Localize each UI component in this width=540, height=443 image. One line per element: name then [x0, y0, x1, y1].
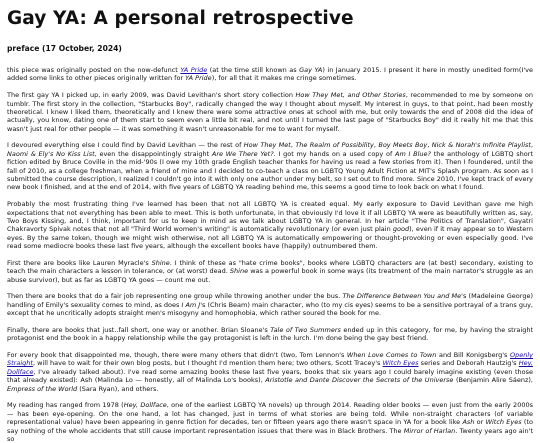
- text: (Benjamin Alire Sáenz),: [453, 376, 533, 385]
- text: When Love Comes to Town: [346, 351, 437, 360]
- openly-straight-link[interactable]: Openly Straight: [7, 351, 533, 368]
- text: (to say nothing of the whole accidents that still cause important representation issues that there was in Black Brothers. The: [7, 418, 533, 435]
- text: . I think of these as "hate crime books", books where LGBTQ characters are (at best) secondary, existing to teach the main characters a lesson in tolerance, or (at worst) dead.: [7, 258, 533, 276]
- text: ended up in this category, for me, by having the straight protagonist end the book in a happy relationship while the gay protagonist is left in the lurch. I'm done being the gay best friend.: [7, 325, 533, 343]
- text: was a powerful book in some ways (its treatment of the main narrator's struggle as an abuse survivor), but as far as LGBTQ YA goes — count me out.: [7, 267, 534, 284]
- witch-eyes-link[interactable]: Witch Eyes: [382, 359, 419, 368]
- ya-pride-link[interactable]: YA Pride: [180, 66, 208, 74]
- text: Empress of the World: [7, 384, 78, 393]
- paragraph-2: [7, 141, 533, 191]
- text: Ash: [462, 418, 475, 427]
- text: or: [474, 418, 486, 427]
- text: this piece was originally posted on the now-defunct: [7, 66, 181, 74]
- text: 's (Madeleine George) handling of Emily's sexuality comes to mind, as does: [7, 292, 533, 309]
- text: ,: [427, 141, 432, 150]
- text: How They Met, and Other Stories: [295, 91, 406, 100]
- text: Hey, Dollface: [123, 401, 167, 410]
- text: Aristotle and Dante Discover the Secrets of the Universe: [265, 376, 454, 385]
- text: Then there are books that do a fair job representing one group while throwing another under the bus.: [7, 292, 343, 301]
- text: Are We There Yet?: [211, 149, 274, 158]
- text: Witch Eyes: [485, 418, 522, 427]
- text: Mirror of Harlan: [403, 426, 456, 435]
- text: ), even if it may appear so to Western eyes. By the same token, though we might wish otherwise, not all LGBTQ YA is automatically empowering or thought-provoking or even especially good. I've read some mediocre books these last five years, although the excellent books have (happily) outnumbered them.: [7, 225, 533, 251]
- page-title: Gay YA: A personal retrospective: [7, 8, 354, 29]
- text: , recommended to me by someone on tumblr. The first story in the collection, "Starbucks Boy", radically changed the way I thought about myself. My interest in guys, to that point, had been mostly theoretical. I knew I liked them, theoretically and I knew there were some attractive ones at school with me, but only towards the end of 2008 did the idea of actually, you know, dating one of them start to seem even a little bit real, and not until I turned the last page of "Starbucks Boy" did it really hit me that this wasn't just real for other people — it was something it wasn't unreasonable for me to want for myself.: [7, 91, 533, 133]
- text: (at the time still known as: [207, 66, 300, 74]
- text: good: [392, 225, 410, 234]
- text: Shine: [151, 258, 170, 267]
- paragraph-5: [7, 292, 533, 317]
- paragraph-6: [7, 326, 533, 343]
- text: The first gay YA I picked up, in early 2009, was David Levithan's short story collection: [7, 91, 296, 100]
- text: ,: [290, 141, 296, 150]
- text: For every book that disappointed me, though, there were many others that didn't (two, Tom Lennon's: [7, 351, 347, 360]
- text: 's (Chris Beam) main character, who (to my cis eyes) seems to be a sensitive portrayal of a trans guy, except that he uncritically adopts straight men's misogyny and homophobia, which rather soured the book for me.: [7, 300, 534, 318]
- hey-dollface-link[interactable]: Hey, Dollface: [7, 359, 534, 376]
- text: ,: [530, 141, 534, 150]
- text: . I got my hands on a used copy of: [273, 149, 395, 158]
- text: ), for all that it makes me cringe sometimes.: [211, 74, 357, 83]
- text: , even the disappointingly straight: [94, 149, 212, 158]
- paragraph-3: [7, 200, 533, 250]
- text: and Bill Konigsberg's: [436, 351, 510, 360]
- text: I devoured everything else I could find by David Levithan — the rest of: [7, 141, 244, 150]
- text: Nick & Norah's Infinite Playlist: [431, 141, 531, 150]
- text: Tale of Two Summers: [270, 325, 341, 334]
- text: The Realm of Possibility: [295, 141, 374, 150]
- text: , will have to wait for their own blog posts, but I thought I'd mention them here; two others, Scott Tracey's: [32, 359, 383, 368]
- text: ,: [373, 141, 379, 150]
- text: YA Pride: [185, 74, 212, 83]
- text: Gay YA: [299, 66, 323, 74]
- text: Boy Meets Boy: [378, 141, 428, 150]
- text: Probably the most frustrating thing I've learned has been that not all LGBTQ YA is created equal. My early exposure to David Levithan gave me high expectations that not everything has been able to meet. This is both unfortunate, in that obviously I'd love it if all LGBTQ YA were as beautifully written as, say, Two Boys Kissing, and, I think, important for us to keep in mind as we talk about LGBTQ YA in general. In her article "The Politics of Translation", Gayatri Chakravorty Spivak notes that not all "Third World women's writing" is automatically revolutionary (or even just plain: [7, 200, 533, 234]
- text: The Difference Between You and Me: [342, 292, 462, 301]
- text: , one of the earliest LGBTQ YA novels) up through 2014. Reading older books — even just from the early 2000s — has been eye-opening. On the one hand, a lot has changed, just in terms of what stories are being told. While non-straight characters (of variable representational value) have been appearing in genre fiction for decades, ten or fifteen years ago there wasn't space in YA for a book like: [7, 401, 533, 427]
- paragraph-1: [7, 91, 533, 133]
- intro-paragraph: [7, 66, 533, 83]
- text: (Sara Ryan), and others.: [77, 384, 159, 393]
- text: How They Met: [243, 141, 291, 150]
- text: Am I Blue?: [395, 149, 431, 158]
- text: Shine: [229, 267, 249, 276]
- text: I Am J: [181, 300, 201, 309]
- preface-heading: preface (17 October, 2024): [7, 44, 122, 53]
- text: , I've already talked about). I've read some amazing books these last five years, books that six years ago I could barely imagine existing (even those that already existed): Ash (Malinda Lo — honestly, all of Malinda Lo's books),: [7, 367, 533, 385]
- paragraph-8: [7, 401, 533, 443]
- paragraph-7: [7, 351, 533, 393]
- text: My reading has ranged from 1978 (: [7, 401, 124, 410]
- text: Finally, there are books that just..fall short, one way or another. Brian Sloane's: [7, 325, 271, 334]
- text: . Twenty years ago ain't so: [7, 426, 533, 443]
- text: First there are books like Lauren Myracle's: [7, 258, 152, 267]
- paragraph-4: [7, 259, 533, 284]
- text: series and Deborah Hautzig's: [418, 359, 519, 368]
- text: Naomi & Ely's No Kiss List: [7, 149, 95, 158]
- text: the anthology of LGBTQ short fiction edited by Bruce Coville in the mid-'90s (I owe my 10th grade English teacher thanks for having us read a few stories from it). Then I foundered, until the fall of 2010, as a college freshman, when a friend of mine and I decided to co-teach a class on LGBTQ Young Adult Fiction at MIT's Splash program. As soon as I submitted the course description, I realized I couldn't go into it with only one author under my belt, so I set out to find more. Since 2010, I've kept track of every new book I finished, and at the end of 2014, with five years of LGBTQ YA reading behind me, this seems a good time to look back on what I found.: [7, 149, 533, 192]
- text: ) in January 2015. I present it here in mostly unedited form(I've added some links to other pieces originally written for: [7, 66, 533, 83]
